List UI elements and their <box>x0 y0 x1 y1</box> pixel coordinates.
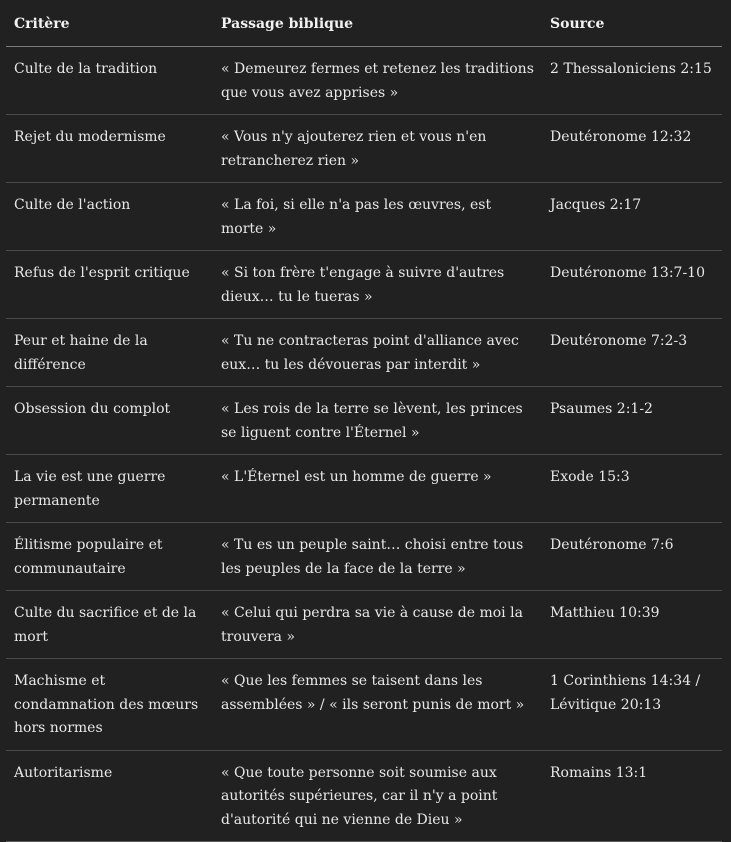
header-row <box>6 0 722 47</box>
cell-critere: Machisme et condamnation des mœurs hors normes <box>6 659 213 751</box>
cell-passage: « Que les femmes se taisent dans les assemblées » / « ils seront punis de mort » <box>213 659 542 751</box>
cell-critere: Autoritarisme <box>6 750 213 842</box>
cell-critere: Refus de l'esprit critique <box>6 251 213 319</box>
table-body <box>6 47 722 842</box>
header-source: Source <box>542 0 722 47</box>
table-row <box>6 591 722 659</box>
cell-critere: Rejet du modernisme <box>6 115 213 183</box>
cell-source: Deutéronome 7:6 <box>542 523 722 591</box>
cell-critere: Culte du sacrifice et de la mort <box>6 591 213 659</box>
cell-source: Exode 15:3 <box>542 455 722 523</box>
cell-critere: Peur et haine de la différence <box>6 319 213 387</box>
cell-source: 2 Thessaloniciens 2:15 <box>542 47 722 115</box>
table-row <box>6 115 722 183</box>
cell-passage: « Vous n'y ajouterez rien et vous n'en retrancherez rien » <box>213 115 542 183</box>
cell-passage: « Si ton frère t'engage à suivre d'autres dieux… tu le tueras » <box>213 251 542 319</box>
cell-source: Deutéronome 7:2-3 <box>542 319 722 387</box>
cell-source: Matthieu 10:39 <box>542 591 722 659</box>
header-critere: Critère <box>6 0 213 47</box>
cell-critere: Culte de la tradition <box>6 47 213 115</box>
cell-source: Psaumes 2:1-2 <box>542 387 722 455</box>
cell-passage: « Demeurez fermes et retenez les traditions que vous avez apprises » <box>213 47 542 115</box>
table-row <box>6 455 722 523</box>
table-row <box>6 47 722 115</box>
table-row <box>6 750 722 842</box>
table-row <box>6 387 722 455</box>
header-passage: Passage biblique <box>213 0 542 47</box>
cell-passage: « La foi, si elle n'a pas les œuvres, est morte » <box>213 183 542 251</box>
table-row <box>6 251 722 319</box>
cell-passage: « Que toute personne soit soumise aux autorités supérieures, car il n'y a point d'autorité qui ne vienne de Dieu » <box>213 750 542 842</box>
cell-passage: « Les rois de la terre se lèvent, les princes se liguent contre l'Éternel » <box>213 387 542 455</box>
table-header <box>6 0 722 47</box>
cell-critere: La vie est une guerre permanente <box>6 455 213 523</box>
cell-source: Deutéronome 13:7-10 <box>542 251 722 319</box>
cell-source: Jacques 2:17 <box>542 183 722 251</box>
table-row <box>6 659 722 751</box>
criteria-table <box>6 0 722 842</box>
cell-passage: « L'Éternel est un homme de guerre » <box>213 455 542 523</box>
cell-source: Romains 13:1 <box>542 750 722 842</box>
cell-passage: « Tu es un peuple saint… choisi entre tous les peuples de la face de la terre » <box>213 523 542 591</box>
cell-critere: Élitisme populaire et communautaire <box>6 523 213 591</box>
cell-source: 1 Corinthiens 14:34 / Lévitique 20:13 <box>542 659 722 751</box>
cell-passage: « Tu ne contracteras point d'alliance avec eux… tu les dévoueras par interdit » <box>213 319 542 387</box>
table-row <box>6 523 722 591</box>
cell-critere: Obsession du complot <box>6 387 213 455</box>
table-row <box>6 183 722 251</box>
table-row <box>6 319 722 387</box>
cell-critere: Culte de l'action <box>6 183 213 251</box>
cell-passage: « Celui qui perdra sa vie à cause de moi la trouvera » <box>213 591 542 659</box>
cell-source: Deutéronome 12:32 <box>542 115 722 183</box>
